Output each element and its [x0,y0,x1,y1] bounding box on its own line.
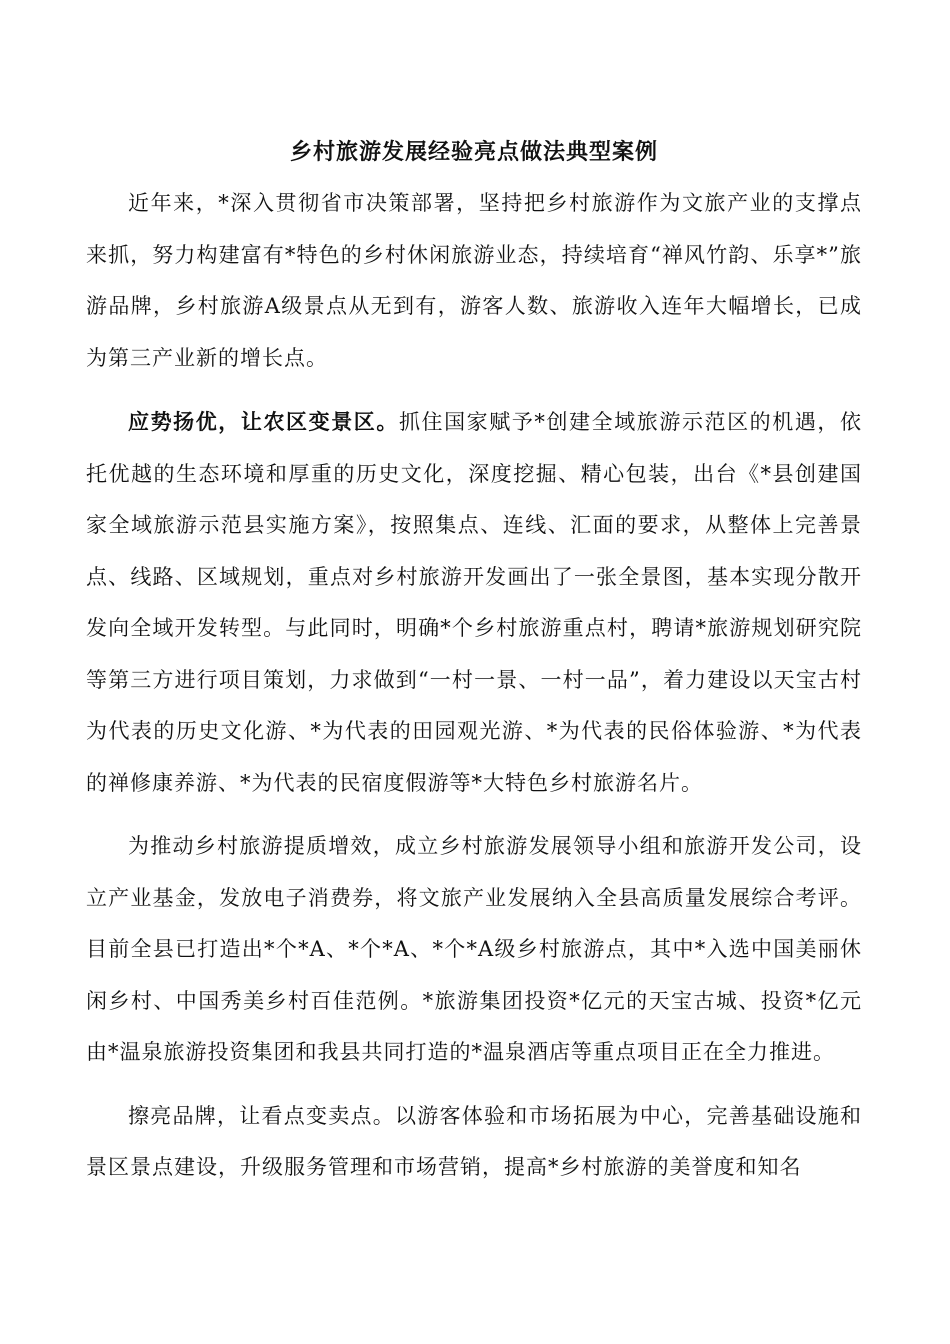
paragraph-text: 为推动乡村旅游提质增效，成立乡村旅游发展领导小组和旅游开发公司，设立产业基金，发放电子消费券，将文旅产业发展纳入全县高质量发展综合考评。目前全县已打造出*个*A、*个*A、*个*A级乡村旅游点，其中*入选中国美丽休闲乡村、中国秀美乡村百佳范例。*旅游集团投资*亿元的天宝古城、投资*亿元由*温泉旅游投资集团和我县共同打造的*温泉酒店等重点项目正在全力推进。 [86,834,862,1064]
paragraph-intro [86,178,862,384]
paragraph-section-1 [86,396,862,809]
paragraph-text: 抓住国家赋予*创建全域旅游示范区的机遇，依托优越的生态环境和厚重的历史文化，深度挖掘、精心包装，出台《*县创建国家全域旅游示范县实施方案》，按照集点、连线、汇面的要求，从整体上完善景点、线路、区域规划，重点对乡村旅游开发画出了一张全景图，基本实现分散开发向全域开发转型。与此同时，明确*个乡村旅游重点村，聘请*旅游规划研究院等第三方进行项目策划，力求做到“一村一景、一村一品”，着力建设以天宝古村为代表的历史文化游、*为代表的田园观光游、*为代表的民俗体验游、*为代表的禅修康养游、*为代表的民宿度假游等*大特色乡村旅游名片。 [86,410,862,795]
paragraph-text: 擦亮品牌，让看点变卖点。以游客体验和市场拓展为中心，完善基础设施和景区景点建设，升级服务管理和市场营销，提高*乡村旅游的美誉度和知名 [86,1103,862,1179]
document-body [86,130,862,1206]
paragraph-section-1-continued [86,821,862,1079]
section-heading: 应势扬优，让农区变景区。 [128,409,399,434]
paragraph-section-2 [86,1091,862,1194]
document-title: 乡村旅游发展经验亮点做法典型案例 [289,139,658,165]
paragraph-text: 近年来，*深入贯彻省市决策部署，坚持把乡村旅游作为文旅产业的支撑点来抓，努力构建富有*特色的乡村休闲旅游业态，持续培育“禅风竹韵、乐享*”旅游品牌，乡村旅游A级景点从无到有，游客人数、旅游收入连年大幅增长，已成为第三产业新的增长点。 [86,191,862,370]
